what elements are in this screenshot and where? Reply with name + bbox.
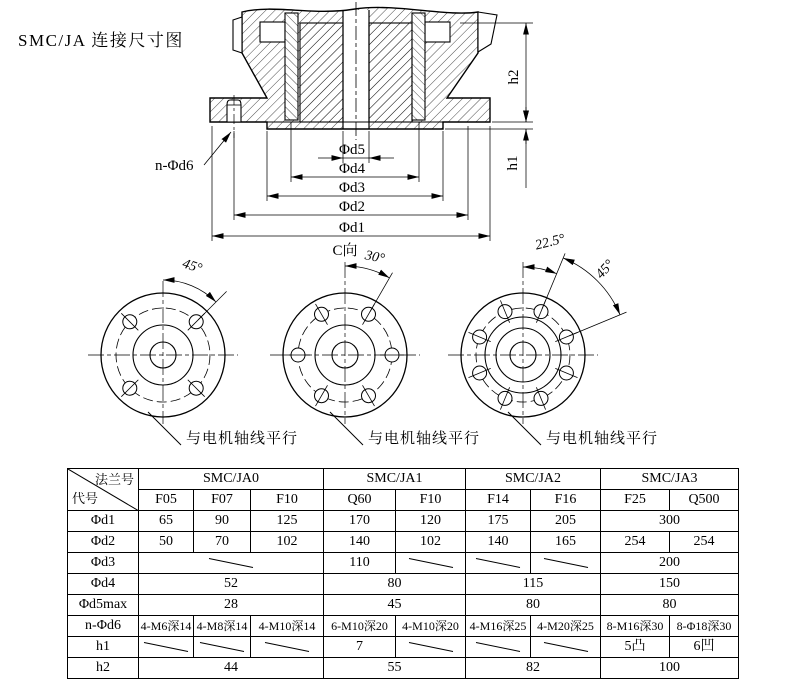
dim-d3-label: Φd3 (339, 180, 365, 196)
flange-code-header: F16 (531, 490, 601, 511)
table-cell: 44 (139, 658, 324, 679)
table-cell: 4-M6深14 (139, 616, 194, 637)
parallel-note-3: 与电机轴线平行 (546, 431, 659, 447)
bolt-callout (155, 132, 231, 174)
row-label: Φd1 (68, 511, 139, 532)
table-cell: 65 (139, 511, 194, 532)
flange-view-2 (270, 242, 480, 447)
table-cell: 8-Φ18深30 (670, 616, 739, 637)
cross-section-view (210, 2, 497, 140)
right-notch (425, 22, 450, 42)
row-label: h2 (68, 658, 139, 679)
flange-view-1 (88, 257, 298, 447)
flange-code-header: F10 (251, 490, 324, 511)
dim-d5-label: Φd5 (339, 142, 365, 158)
dim-d2-label: Φd2 (339, 199, 365, 215)
slash-mark (408, 557, 454, 569)
table-cell-empty (466, 637, 531, 658)
view-c-label: C向 (332, 243, 358, 259)
table-cell: 52 (139, 574, 324, 595)
parallel-note-1: 与电机轴线平行 (186, 431, 299, 447)
dim-d4-label: Φd4 (339, 161, 365, 177)
table-cell: 6凹 (670, 637, 739, 658)
table-cell-empty (466, 553, 531, 574)
table-cell-empty (251, 637, 324, 658)
table-cell: 205 (531, 511, 601, 532)
flange-code-header: F14 (466, 490, 531, 511)
row-label: Φd5max (68, 595, 139, 616)
angle-45-label-v3: 45° (593, 257, 618, 282)
series-header: SMC/JA2 (466, 469, 601, 490)
flange-code-header: F07 (194, 490, 251, 511)
table-cell: 4-M10深14 (251, 616, 324, 637)
table-cell: 8-M16深30 (601, 616, 670, 637)
table-cell: 110 (324, 553, 396, 574)
table-cell: 55 (324, 658, 466, 679)
table-cell: 115 (466, 574, 601, 595)
slash-mark (543, 641, 589, 653)
slash-mark (208, 557, 254, 569)
row-label: Φd4 (68, 574, 139, 595)
slash-mark (543, 557, 589, 569)
right-hub (369, 23, 412, 122)
flange-view-3 (448, 232, 658, 447)
left-notch (260, 22, 285, 42)
flange-code-header: Q500 (670, 490, 739, 511)
table-cell: 4-M10深20 (396, 616, 466, 637)
diameter-dimensions (212, 122, 490, 241)
table-cell: 140 (466, 532, 531, 553)
series-header: SMC/JA1 (324, 469, 466, 490)
drawing-title: SMC/JA 连接尺寸图 (18, 31, 184, 50)
table-cell-empty (396, 637, 466, 658)
table-cell: 6-M10深20 (324, 616, 396, 637)
table-cell: 175 (466, 511, 531, 532)
table-cell: 5凸 (601, 637, 670, 658)
dim-h2-label: h2 (506, 69, 522, 85)
table-cell: 4-M8深14 (194, 616, 251, 637)
table-cell: 120 (396, 511, 466, 532)
table-cell: 100 (601, 658, 739, 679)
parallel-note-2: 与电机轴线平行 (368, 431, 481, 447)
flange-code-header: Q60 (324, 490, 396, 511)
table-cell: 150 (601, 574, 739, 595)
corner-header-cell (68, 469, 139, 511)
table-cell: 102 (251, 532, 324, 553)
angle-30-label-v2: 30° (363, 248, 386, 267)
table-cell: 70 (194, 532, 251, 553)
row-label: Φd2 (68, 532, 139, 553)
table-cell: 300 (601, 511, 739, 532)
row-label: Φd3 (68, 553, 139, 574)
table-cell-empty (396, 553, 466, 574)
flange-code-header: F05 (139, 490, 194, 511)
series-header: SMC/JA0 (139, 469, 324, 490)
right-rim (478, 12, 497, 52)
slash-mark (475, 557, 521, 569)
table-cell-empty (139, 637, 194, 658)
table-cell: 7 (324, 637, 396, 658)
table-cell: 28 (139, 595, 324, 616)
row-label: h1 (68, 637, 139, 658)
table-cell: 140 (324, 532, 396, 553)
slash-mark (199, 641, 245, 653)
table-cell: 80 (466, 595, 601, 616)
table-cell: 102 (396, 532, 466, 553)
angle-225-label-v3: 22.5° (533, 231, 567, 254)
table-cell: 4-M20深25 (531, 616, 601, 637)
slash-mark (408, 641, 454, 653)
table-cell: 254 (601, 532, 670, 553)
left-sleeve (285, 13, 298, 120)
row-label: n-Φd6 (68, 616, 139, 637)
table-cell-empty (531, 553, 601, 574)
table-cell: 90 (194, 511, 251, 532)
dim-h1-label: h1 (505, 155, 521, 171)
table-cell: 4-M16深25 (466, 616, 531, 637)
corner-label-bottom: 代号 (72, 491, 99, 506)
slash-mark (264, 641, 310, 653)
flange-code-header: F25 (601, 490, 670, 511)
table-cell: 45 (324, 595, 466, 616)
slash-mark (475, 641, 521, 653)
table-cell: 80 (324, 574, 466, 595)
table-cell-empty (194, 637, 251, 658)
table-cell: 170 (324, 511, 396, 532)
flange-code-header: F10 (396, 490, 466, 511)
table-cell: 50 (139, 532, 194, 553)
slash-mark (143, 641, 189, 653)
table-cell: 80 (601, 595, 739, 616)
table-cell: 165 (531, 532, 601, 553)
bolt-callout-label: n-Φd6 (155, 158, 194, 174)
left-rim (233, 17, 242, 53)
angle-45-label-v1: 45° (180, 256, 204, 277)
dimension-table (67, 468, 739, 679)
right-sleeve (412, 13, 425, 120)
table-cell: 82 (466, 658, 601, 679)
table-cell: 125 (251, 511, 324, 532)
left-hub (300, 23, 343, 122)
table-cell-empty (531, 637, 601, 658)
table-cell: 200 (601, 553, 739, 574)
table-cell: 254 (670, 532, 739, 553)
table-cell-empty (139, 553, 324, 574)
series-header: SMC/JA3 (601, 469, 739, 490)
corner-label-top: 法兰号 (94, 472, 134, 487)
dim-d1-label: Φd1 (339, 220, 365, 236)
